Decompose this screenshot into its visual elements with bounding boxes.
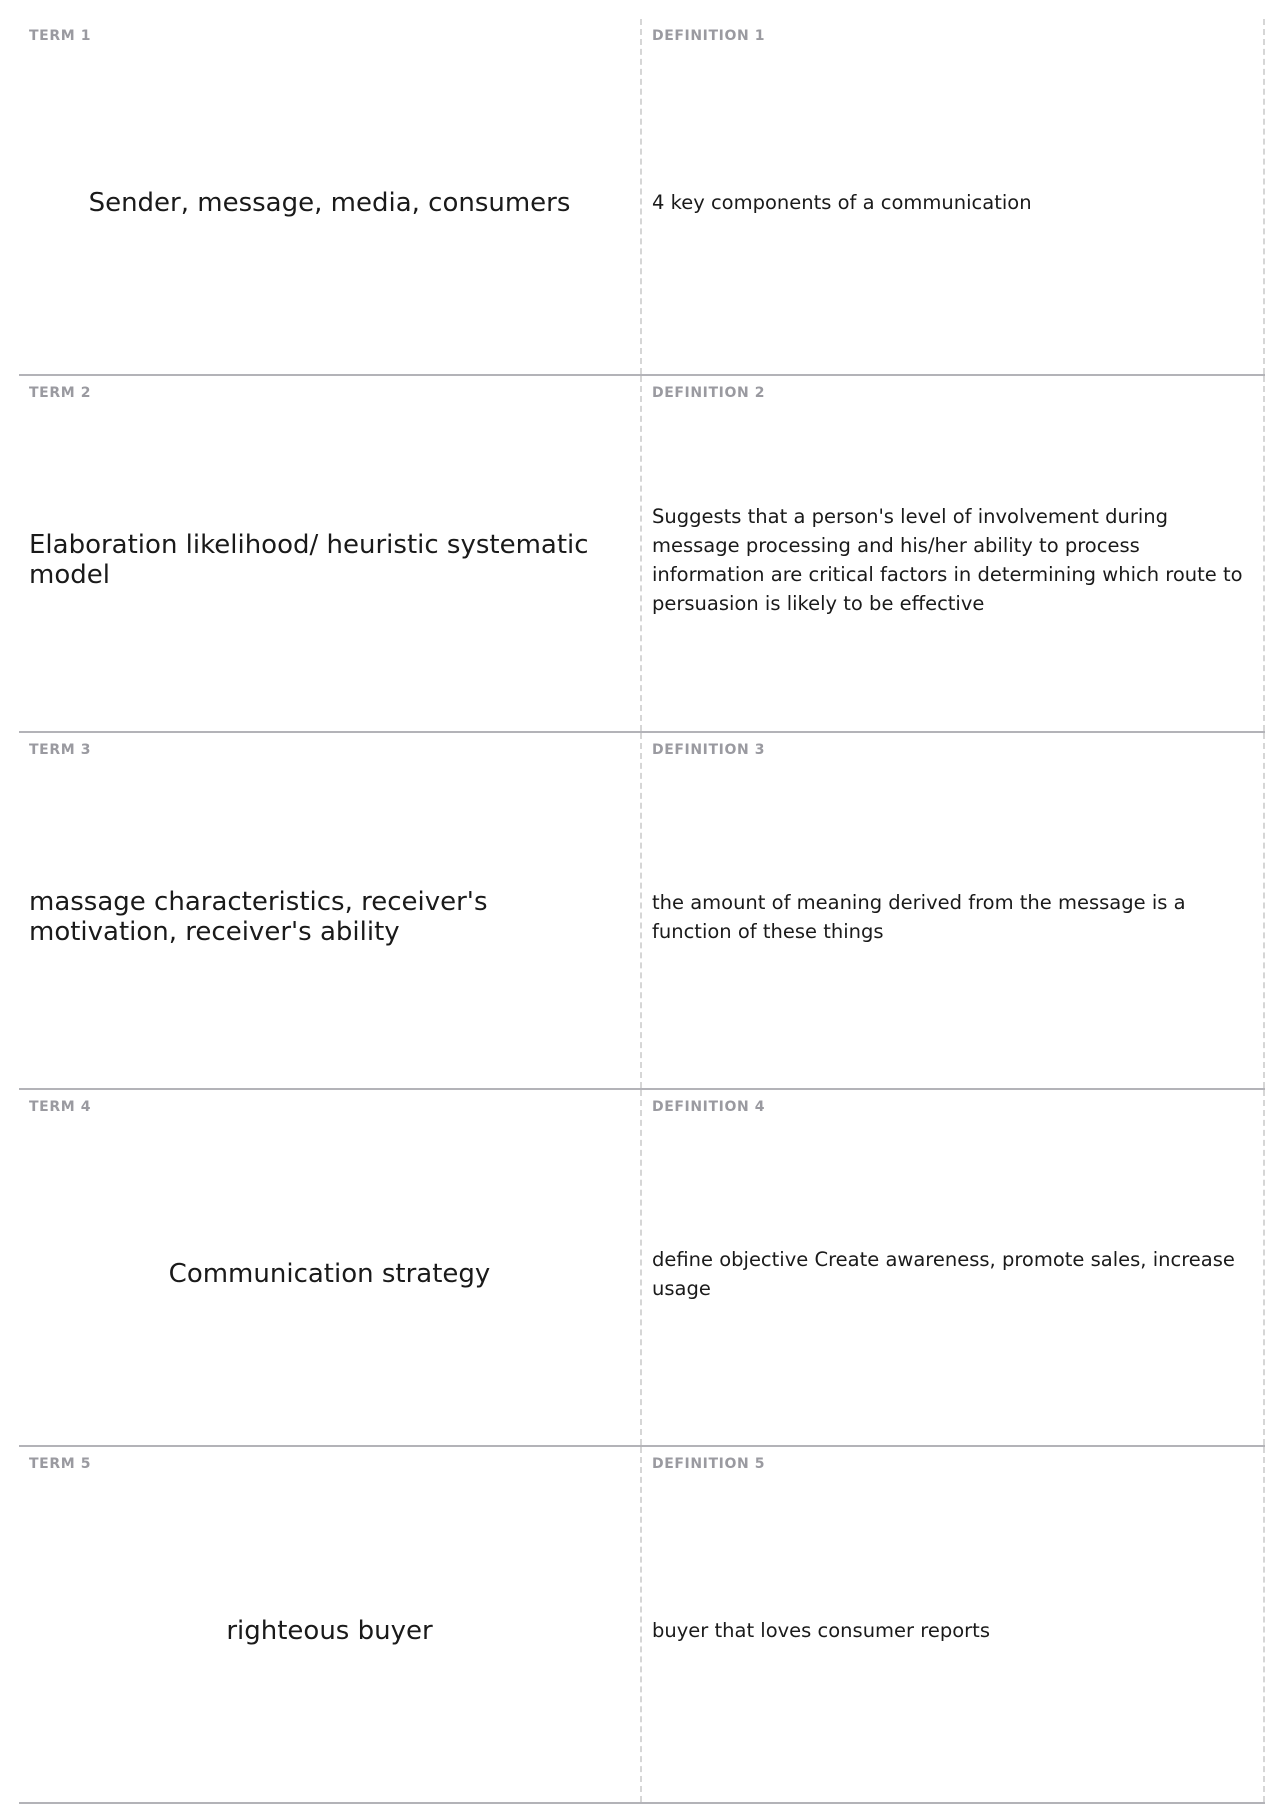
term-cell: [19, 733, 642, 1088]
flashcard-row: [19, 1447, 1265, 1804]
term-cell: [19, 1447, 642, 1802]
flashcard-row: [19, 376, 1265, 733]
definition-label: DEFINITION 3: [652, 742, 766, 758]
term-text: Elaboration likelihood/ heuristic systematic model: [29, 529, 589, 590]
definition-cell: [642, 376, 1265, 731]
definition-cell: [642, 733, 1265, 1088]
flashcard-row: [19, 19, 1265, 376]
definition-text: define objective Create awareness, promote sales, increase usage: [652, 1247, 1235, 1300]
flashcard-sheet: [19, 19, 1265, 1804]
definition-cell: [642, 1447, 1265, 1802]
term-label: TERM 1: [29, 28, 92, 44]
term-cell: [19, 1090, 642, 1445]
term-text: massage characteristics, receiver's motivation, receiver's ability: [29, 886, 488, 947]
term-label: TERM 5: [29, 1456, 92, 1472]
flashcard-row: [19, 1090, 1265, 1447]
definition-label: DEFINITION 4: [652, 1099, 766, 1115]
definition-text: the amount of meaning derived from the message is a function of these things: [652, 890, 1186, 943]
term-cell: [19, 376, 642, 731]
term-label: TERM 2: [29, 385, 92, 401]
term-text: righteous buyer: [226, 1615, 433, 1646]
definition-label: DEFINITION 5: [652, 1456, 766, 1472]
definition-cell: [642, 1090, 1265, 1445]
definition-text: Suggests that a person's level of involvement during message processing and his/her ability to process information are critical factors in determining which route to persuasion is likely to be effective: [652, 504, 1243, 615]
term-text: Sender, message, media, consumers: [88, 187, 571, 218]
term-label: TERM 3: [29, 742, 92, 758]
definition-label: DEFINITION 1: [652, 28, 766, 44]
term-label: TERM 4: [29, 1099, 92, 1115]
flashcard-row: [19, 733, 1265, 1090]
definition-text: 4 key components of a communication: [652, 191, 1032, 214]
definition-label: DEFINITION 2: [652, 385, 766, 401]
term-text: Communication strategy: [168, 1258, 491, 1289]
definition-cell: [642, 19, 1265, 374]
term-cell: [19, 19, 642, 374]
definition-text: buyer that loves consumer reports: [652, 1619, 990, 1642]
